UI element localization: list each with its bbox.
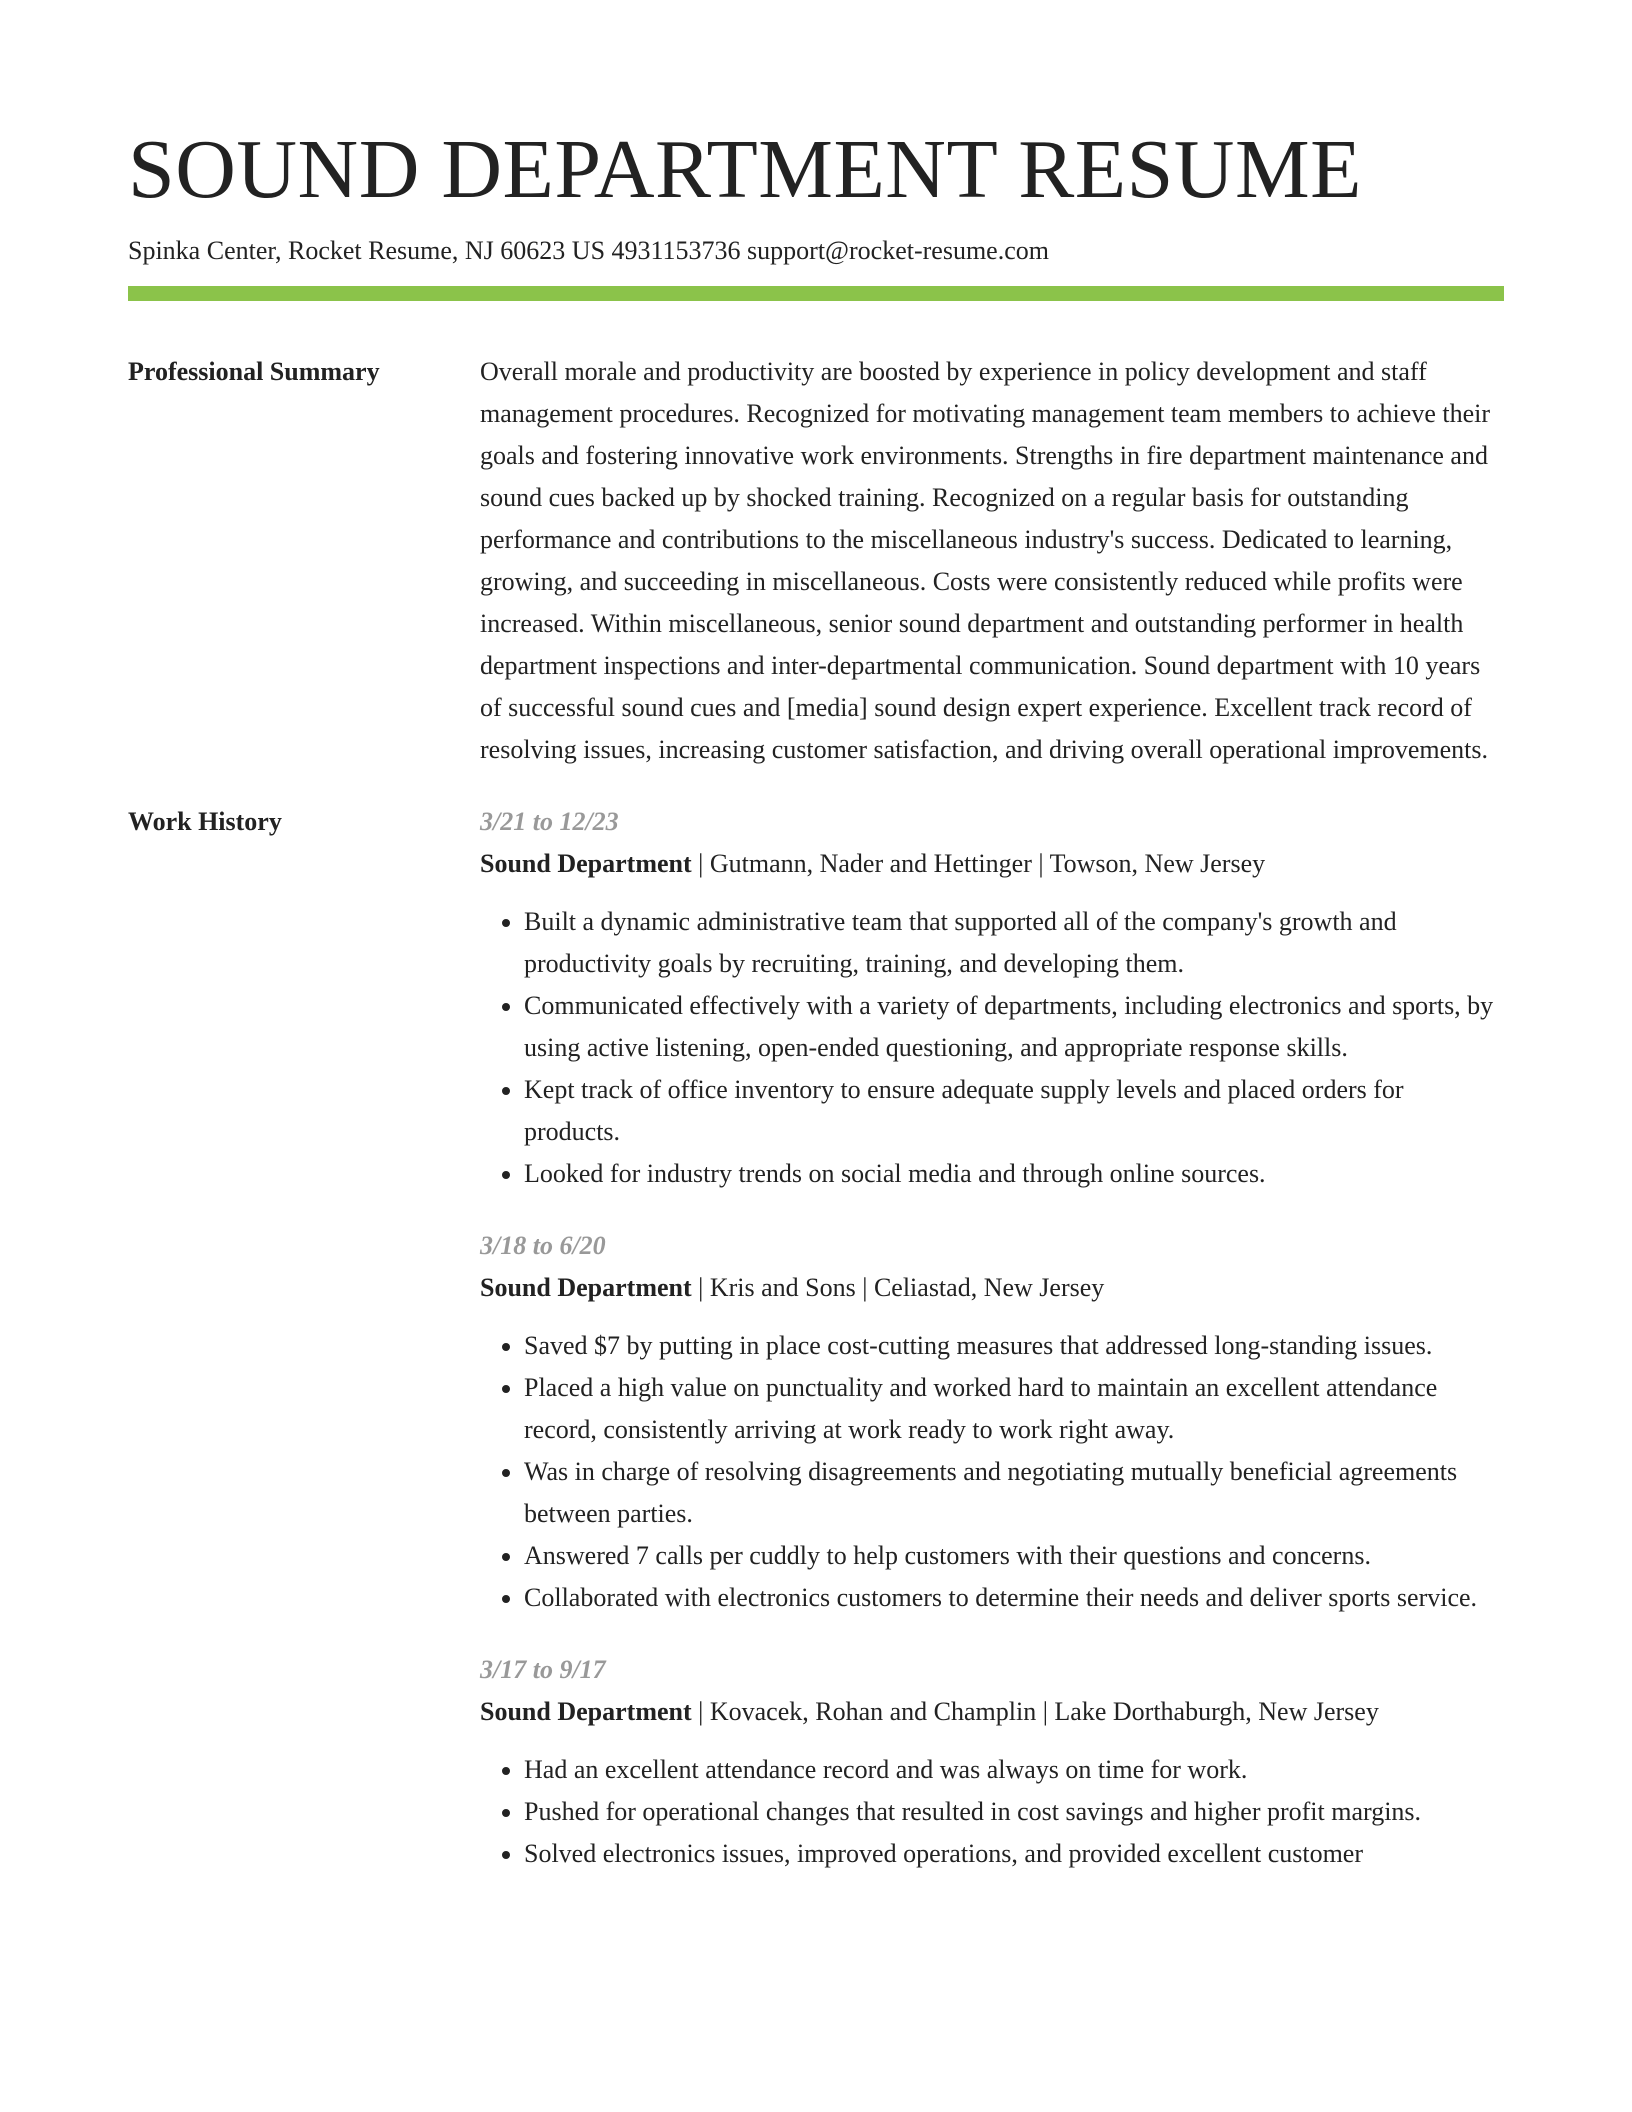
job-entry: [480, 1649, 1504, 1875]
job-details: | Kovacek, Rohan and Champlin | Lake Dorthaburgh, New Jersey: [691, 1697, 1379, 1726]
job-bullets: [480, 1325, 1504, 1619]
job-bullet: • Looked for industry trends on social media and through online sources.: [524, 1153, 1504, 1195]
work-history-section: [128, 801, 1504, 1905]
job-header: [480, 843, 1504, 885]
job-header: [480, 1691, 1504, 1733]
job-dates: 3/18 to 6/20: [480, 1231, 606, 1260]
resume-title: SOUND DEPARTMENT RESUME: [128, 123, 1362, 216]
job-bullet: • Communicated effectively with a variety of departments, including electronics and sports, by using active listening, open-ended questioning, and appropriate response skills.: [524, 985, 1504, 1069]
job-title: Sound Department: [480, 849, 692, 878]
job-bullet: • Collaborated with electronics customers to determine their needs and deliver sports service.: [524, 1577, 1504, 1619]
job-entry: [480, 801, 1504, 1195]
job-bullets: [480, 901, 1504, 1195]
section-heading: Professional Summary: [128, 357, 380, 386]
job-bullet: • Had an excellent attendance record and was always on time for work.: [524, 1749, 1504, 1791]
section-body: [480, 351, 1504, 771]
job-bullets: [480, 1749, 1504, 1875]
section-heading: Work History: [128, 807, 282, 836]
professional-summary-section: [128, 351, 1504, 771]
job-dates: 3/17 to 9/17: [480, 1655, 606, 1684]
job-bullet: • Saved $7 by putting in place cost-cutting measures that addressed long-standing issues.: [524, 1325, 1504, 1367]
job-title: Sound Department: [480, 1273, 692, 1302]
job-bullet: • Pushed for operational changes that resulted in cost savings and higher profit margins.: [524, 1791, 1504, 1833]
job-bullet: • Answered 7 calls per cuddly to help customers with their questions and concerns.: [524, 1535, 1504, 1577]
section-body: [480, 801, 1504, 1905]
job-bullet: • Kept track of office inventory to ensure adequate supply levels and placed orders for products.: [524, 1069, 1504, 1153]
job-entry: [480, 1225, 1504, 1619]
resume-page: [128, 0, 1504, 1905]
job-title: Sound Department: [480, 1697, 692, 1726]
job-bullet: • Built a dynamic administrative team that supported all of the company's growth and productivity goals by recruiting, training, and developing them.: [524, 901, 1504, 985]
job-bullet: • Was in charge of resolving disagreements and negotiating mutually beneficial agreements between parties.: [524, 1451, 1504, 1535]
job-header: [480, 1267, 1504, 1309]
accent-divider: [128, 286, 1504, 301]
job-bullet: • Solved electronics issues, improved operations, and provided excellent customer: [524, 1833, 1504, 1875]
job-bullet: • Placed a high value on punctuality and worked hard to maintain an excellent attendance record, consistently arriving at work ready to work right away.: [524, 1367, 1504, 1451]
job-details: | Kris and Sons | Celiastad, New Jersey: [691, 1273, 1105, 1302]
summary-text: Overall morale and productivity are boosted by experience in policy development and staff management procedures. Recognized for motivating management team members to achieve their goals and fostering innovative work environments. Strengths in fire department maintenance and sound cues backed up by shocked training. Recognized on a regular basis for outstanding performance and contributions to the miscellaneous industry's success. Dedicated to learning, growing, and succeeding in miscellaneous. Costs were consistently reduced while profits were increased. Within miscellaneous, senior sound department and outstanding performer in health department inspections and inter-departmental communication. Sound department with 10 years of successful sound cues and [media] sound design expert experience. Excellent track record of resolving issues, increasing customer satisfaction, and driving overall operational improvements.: [480, 357, 1491, 764]
contact-line: Spinka Center, Rocket Resume, NJ 60623 US 4931153736 support@rocket-resume.com: [128, 236, 1049, 265]
job-details: | Gutmann, Nader and Hettinger | Towson, New Jersey: [691, 849, 1266, 878]
job-dates: 3/21 to 12/23: [480, 807, 619, 836]
